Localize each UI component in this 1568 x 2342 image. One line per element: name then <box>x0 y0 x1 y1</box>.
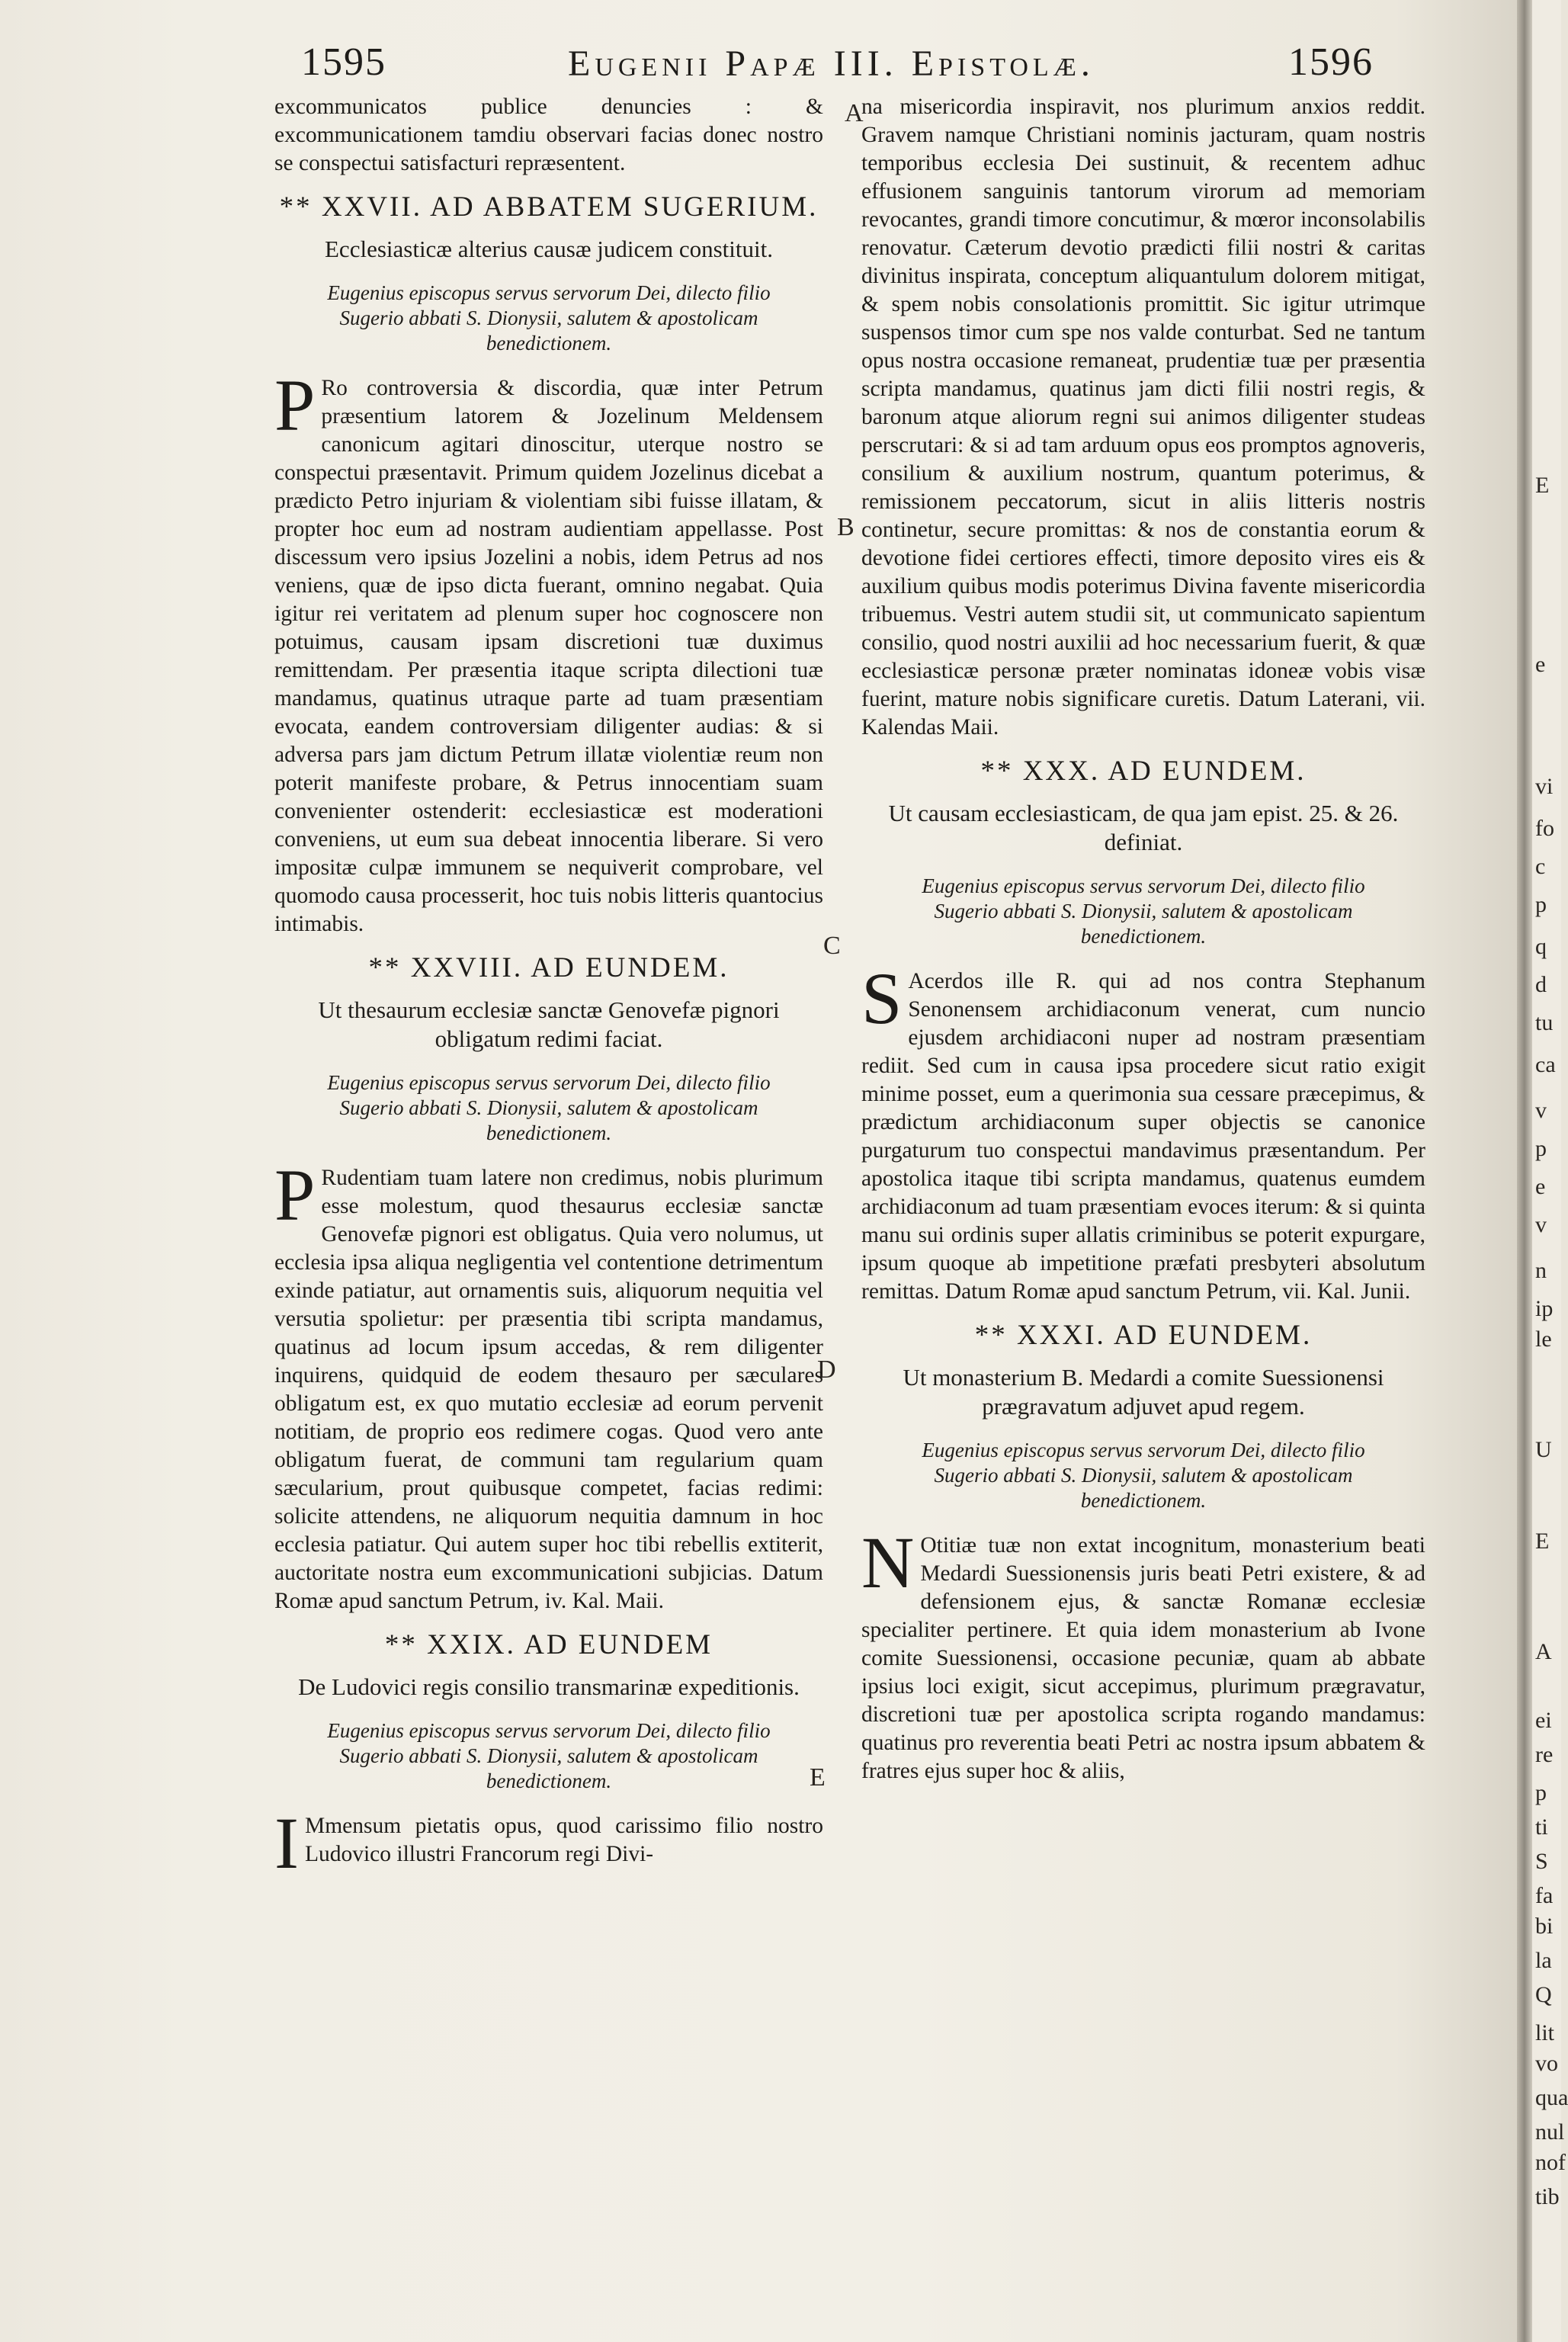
next-page-fragment: c <box>1535 854 1546 879</box>
next-page-fragment: d <box>1535 972 1547 997</box>
next-page-fragment: ca <box>1535 1052 1556 1077</box>
next-page-fragment: p <box>1535 1136 1547 1161</box>
margin-letter-a: A <box>845 99 864 127</box>
next-page-fragment: la <box>1535 1948 1552 1973</box>
page-number-left: 1595 <box>301 40 386 84</box>
letter-xxvii <box>274 193 823 938</box>
next-page-fragment: E <box>1535 473 1550 498</box>
next-page-fragment: le <box>1535 1327 1552 1352</box>
letter-xxviii <box>274 954 823 1615</box>
letter-heading: ** XXX. AD EUNDEM. <box>980 756 1307 787</box>
page-header <box>290 40 1479 93</box>
left-column <box>274 93 823 1884</box>
letter-body <box>861 958 1425 1306</box>
next-page-edge <box>1532 0 1568 2342</box>
letter-heading: ** XXVII. AD ABBATEM SUGERIUM. <box>279 191 819 223</box>
margin-letter-b: B <box>837 513 855 541</box>
letter-xxx <box>861 757 1425 1306</box>
running-title: Eugenii Papæ III. Epistolæ. <box>568 43 1095 84</box>
next-page-fragment: v <box>1535 1098 1547 1123</box>
letter-summary: Ut causam ecclesiasticam, de qua jam epist. 25. & 26. definiat. <box>888 800 1399 855</box>
drop-cap: P <box>274 364 316 446</box>
next-page-fragment: v <box>1535 1212 1547 1237</box>
next-page-fragment: S <box>1535 1849 1548 1874</box>
next-page-fragment: fo <box>1535 816 1554 841</box>
letter-body-text: Ro controversia & discordia, quæ inter Petrum præsentium latorem & Jozelinum Meldensem canonicum agitari dinoscitur, uterque nostro se conspectui præsentavit. Primum quidem Jozelinus dicebat a prædicto Petro injuriam & violentiam sibi fuisse illatam, & propter hoc eum ad nostram audientiam appellasse. Post discessum vero ipsius Jozelini a nobis, idem Petrus ad nos veniens, quæ de ipso dicta fuerant, omnino negabat. Quia igitur rei veritatem ad plenum super hoc cognoscere non potuimus, causam ipsam discretioni tuæ duximus remittendam. Per præsentia itaque scripta dilectioni tuæ mandamus, quatinus utraque parte ad tuam præsentiam evocata, eandem controversiam diligenter audias: & si adversa pars jam dictum Petrum illatæ violentiæ reum non poterit manifeste probare, & Petrus innocentiam suam convenienter ostenderit: ecclesiasticæ est moderationi conveniens, ut eum sua debeat innocentia liberare. Si vero impositæ culpæ immunem se nequiverit comprobare, vel quomodo causa processerit, hoc tuis nobis litteris quantocius intimabis. <box>274 376 823 936</box>
letter-summary: De Ludovici regis consilio transmarinæ expeditionis. <box>298 1673 800 1700</box>
next-page-fragment: n <box>1535 1258 1547 1283</box>
letter-body <box>861 1522 1425 1785</box>
next-page-fragment: Q <box>1535 1982 1552 2007</box>
letter-heading: ** XXVIII. AD EUNDEM. <box>368 952 729 983</box>
letter-xxix <box>274 1629 823 1884</box>
next-page-fragment: A <box>1535 1639 1552 1664</box>
next-page-fragment: ti <box>1535 1814 1548 1840</box>
drop-cap: I <box>274 1802 299 1884</box>
next-page-fragment: e <box>1535 1174 1546 1199</box>
margin-letter-e: E <box>810 1763 826 1792</box>
next-page-fragment: vo <box>1535 2051 1558 2076</box>
drop-cap: S <box>861 958 903 1039</box>
letter-body <box>274 1154 823 1615</box>
next-page-fragment: re <box>1535 1742 1554 1767</box>
letter-body-text: Mmensum pietatis opus, quod carissimo filio nostro Ludovico illustri Francorum regi Divi- <box>304 1814 823 1866</box>
book-gutter <box>1517 0 1532 2342</box>
next-page-fragment: e <box>1535 652 1546 677</box>
letter-heading: ** XXIX. AD EUNDEM <box>384 1629 713 1660</box>
next-page-fragment: nul <box>1535 2119 1565 2145</box>
next-page-fragment: lit <box>1535 2020 1555 2045</box>
next-page-fragment: nof <box>1535 2150 1566 2175</box>
letter-salutation: Eugenius episcopus servus servorum Dei, dilecto filio Sugerio abbati S. Dionysii, salutem & apostolicam benedictionem. <box>327 1719 771 1792</box>
next-page-fragment: p <box>1535 1780 1547 1805</box>
letter-body <box>274 364 823 938</box>
letter-summary: Ut thesaurum ecclesiæ sanctæ Genovefæ pignori obligatum redimi faciat. <box>318 996 780 1052</box>
margin-letter-c: C <box>823 932 841 960</box>
letter-heading: ** XXXI. AD EUNDEM. <box>974 1320 1313 1351</box>
next-page-fragment: vi <box>1535 774 1554 799</box>
page-number-right: 1596 <box>1288 40 1374 84</box>
letter-salutation: Eugenius episcopus servus servorum Dei, dilecto filio Sugerio abbati S. Dionysii, salutem & apostolicam benedictionem. <box>922 1439 1365 1512</box>
drop-cap: N <box>861 1522 915 1603</box>
next-page-fragment: U <box>1535 1437 1552 1462</box>
next-page-fragment: E <box>1535 1529 1550 1554</box>
letter-body-text: Otitiæ tuæ non extat incognitum, monasterium beati Medardi Suessionensis juris beati Petri existere, & ad defensionem ejus, & sanctæ Romanæ ecclesiæ specialiter pertinere. Et quia idem monasterium ab Ivone comite Suessionensi, occasione pecuniæ, quam ab abbate ipsius loci exigit, sicut accepimus, plurimum prægravatur, discretioni tuæ per apostolica scripta rogando mandamus: quatinus pro reverentia beati Petri ac nostra ipsum abbatem & fratres ejus super hoc & aliis, <box>861 1533 1425 1783</box>
letter-salutation: Eugenius episcopus servus servorum Dei, dilecto filio Sugerio abbati S. Dionysii, salutem & apostolicam benedictionem. <box>327 1071 771 1144</box>
margin-letter-d: D <box>817 1355 836 1384</box>
next-page-fragment: tib <box>1535 2184 1560 2209</box>
drop-cap: P <box>274 1154 316 1236</box>
next-page-fragment: q <box>1535 934 1547 959</box>
next-page-fragment: p <box>1535 892 1547 917</box>
letter-body-text: Acerdos ille R. qui ad nos contra Stephanum Senonensem archidiaconum venerat, cum nuncio ejusdem archidiaconi nuper ad nostram præsentiam rediit. Sed cum in causa ipsa procedere sicut ratio exigit minime posset, eum a querimonia sua cessare præcepimus, & prædictum archidiaconum super objectis se canonice purgaturum tuo conspectui mandavimus præsentandum. Per apostolica itaque tibi scripta mandamus, quatenus eumdem archidiaconum ad tuam præsentiam evoces iterum: & si quinta manu sui ordinis super allatis criminibus se poterit expurgare, ipsum quoque ab impetitione præfati presbyteri absolutum remittas. Datum Romæ apud sanctum Petrum, vii. Kal. Junii. <box>861 969 1425 1304</box>
letter-xxxi <box>861 1321 1425 1785</box>
letter-summary: Ecclesiasticæ alterius causæ judicem constituit. <box>325 236 773 262</box>
next-page-fragment: ip <box>1535 1296 1554 1321</box>
letter-summary: Ut monasterium B. Medardi a comite Suessionensi prægravatum adjuvet apud regem. <box>903 1364 1384 1420</box>
letter-salutation: Eugenius episcopus servus servorum Dei, dilecto filio Sugerio abbati S. Dionysii, salutem & apostolicam benedictionem. <box>922 874 1365 948</box>
left-intro-text: excommunicatos publice denuncies : & excommunicationem tamdiu observari facias donec nostro se conspectui satisfacturi repræsentent. <box>274 95 823 175</box>
letter-body-text: Rudentiam tuam latere non credimus, nobis plurimum esse molestum, quod thesaurus ecclesiæ sanctæ Genovefæ pignori est obligatus. Quia vero nolumus, ut ecclesia ipsa aliqua negligentia vel contentione detrimentum exinde patiatur, aut ornamentis suis, aliquorum nequitia vel versutia spolietur: per præsentia tibi scripta mandamus, quatinus ad locum ipsum accedas, & rem diligenter inquirens, quidquid de eodem thesauro per sæculares obligatum est, ex quo mutatio ecclesiæ ad eorum pervenit notitiam, de proprio eos redimere cogas. Quod vero ante obligatum fuerat, de communi tam regularium quam sæcularium, prout quibusque competet, facias redimi: solicite attendens, ne aliquorum nequitia damnum in hoc ecclesia patiatur. Qui autem super hoc tibi rebellis extiterit, auctoritate nostra eum excommunicationi subjicias. Datum Romæ apud sanctum Petrum, iv. Kal. Maii. <box>274 1166 823 1613</box>
next-page-fragment: ei <box>1535 1708 1552 1733</box>
right-column <box>861 93 1425 1795</box>
next-page-fragment: bi <box>1535 1914 1554 1939</box>
letter-salutation: Eugenius episcopus servus servorum Dei, dilecto filio Sugerio abbati S. Dionysii, salutem & apostolicam benedictionem. <box>327 281 771 355</box>
next-page-fragment: fa <box>1535 1883 1554 1908</box>
letter-body <box>274 1802 823 1884</box>
right-intro-text: na misericordia inspiravit, nos plurimum anxios reddit. Gravem namque Christiani nominis jacturam, quam nostris temporibus ecclesia Dei sustinuit, & recentem adhuc effusionem sanguinis tantorum virorum ad memoriam revocantes, grandi timore concutimur, & mœror inconsolabilis renovatur. Cæterum devotio prædicti filii nostri & caritas divinitus inspirata, conceptum aliquantulum dolorem mitigat, & spem nobis consolationis promittit. Sic igitur utrimque suspensos timor cum spe nos valde conturbat. Sed ne tantum opus nostra occasione remaneat, prudentiæ tuæ per præsentia scripta mandamus, quatinus jam dicti filii nostri regis, & baronum atque aliorum regni sui animos diligenter studeas perscrutari: & si ad tam arduum opus eos promptos agnoveris, consilium & auxilium nostrum, quantum poterimus, & remissionem peccatorum, sicut in aliis litteris nostris continetur, secure promittas: & nos de constantia eorum & devotione fidei certiores effecti, timore deposito vires eis & auxilium quibus modis poterimus Divina favente misericordia tribuemus. Vestri autem studii sit, ut communicato sapientum consilio, quod nostri auxilii ad hoc necessarium fuerit, & quæ ecclesiasticæ personæ præter nominatas idoneæ vobis visæ fuerint, mature nobis significare curetis. Datum Laterani, vii. Kalendas Maii. <box>861 95 1425 739</box>
next-page-fragment: tu <box>1535 1010 1554 1035</box>
next-page-fragment: qua <box>1535 2085 1568 2110</box>
